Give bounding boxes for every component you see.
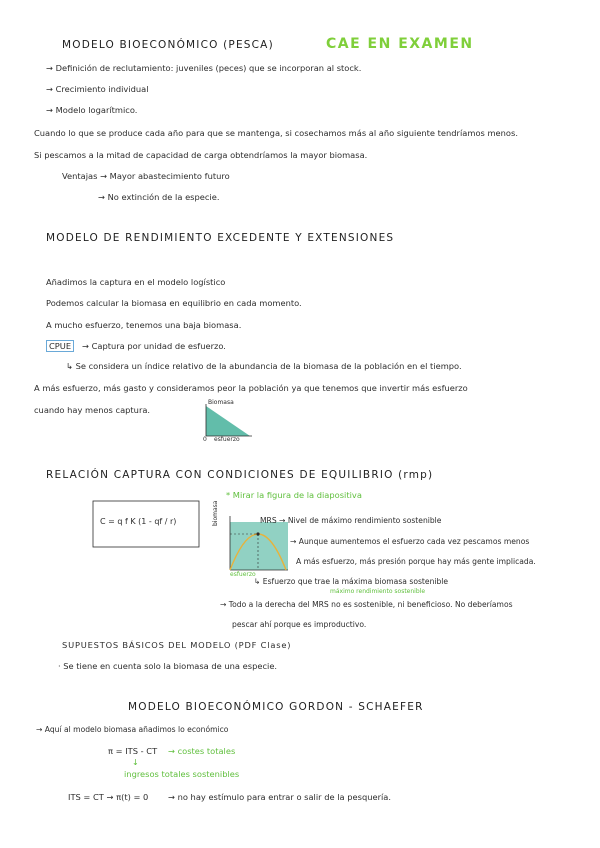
note-podemos: Podemos calcular la biomasa en equilibrio en cada momento. bbox=[46, 298, 302, 308]
note-cuando: Cuando lo que se produce cada año para que se mantenga, si cosechamos más al año siguiente tendríamos menos. bbox=[34, 128, 518, 138]
note-aqui: → Aquí al modelo biomasa añadimos lo económico bbox=[36, 725, 229, 734]
section-title-relacion-captura: RELACIÓN CAPTURA CON CONDICIONES DE EQUILIBRIO (rmp) bbox=[46, 469, 434, 481]
mini-chart-zero: 0 bbox=[203, 436, 207, 443]
mini-chart-x-label: esfuerzo bbox=[214, 436, 240, 443]
note-no-extincion: → No extinción de la especie. bbox=[98, 192, 220, 202]
note-anadimos: Añadimos la captura en el modelo logístico bbox=[46, 277, 226, 287]
note-mucho-esfuerzo: A mucho esfuerzo, tenemos una baja biomasa. bbox=[46, 320, 242, 330]
section-title-rendimiento: MODELO DE RENDIMIENTO EXCEDENTE Y EXTENSIONES bbox=[46, 232, 395, 244]
note-a-mas-esfuerzo: A más esfuerzo, más presión porque hay más gente implicada. bbox=[296, 557, 536, 566]
note-a-mas-1: A más esfuerzo, más gasto y consideramos peor la población ya que tenemos que invertir más esfuerzo bbox=[34, 383, 468, 393]
chart-y-axis-label: biomasa bbox=[212, 500, 219, 526]
note-se-tiene: · Se tiene en cuenta solo la biomasa de una especie. bbox=[58, 661, 278, 671]
note-si-pescamos: Si pescamos a la mitad de capacidad de carga obtendríamos la mayor biomasa. bbox=[34, 150, 368, 160]
note-ventajas: Ventajas → Mayor abastecimiento futuro bbox=[62, 171, 230, 181]
section-title-modelo-bioeconomico: MODELO BIOECONÓMICO (PESCA) bbox=[62, 39, 274, 51]
equation-its: ITS = CT → π(t) = 0 bbox=[68, 792, 149, 802]
note-no-hay-estimulo: → no hay estímulo para entrar o salir de la pesquería. bbox=[168, 792, 392, 802]
note-todo-derecha: → Todo a la derecha del MRS no es sostenible, ni beneficioso. No deberíamos bbox=[220, 600, 513, 609]
section-title-gordon-schaefer: MODELO BIOECONÓMICO GORDON - SCHAEFER bbox=[128, 701, 424, 713]
note-costes-totales: → costes totales bbox=[168, 746, 236, 756]
chart-x-axis-label: esfuerzo bbox=[230, 571, 256, 578]
note-maximo-rendimiento: máximo rendimiento sostenible bbox=[330, 588, 426, 595]
arrow-down: ↓ bbox=[132, 757, 139, 767]
note-cpue-def: → Captura por unidad de esfuerzo. bbox=[82, 341, 226, 351]
note-crecimiento: → Crecimiento individual bbox=[46, 84, 149, 94]
subtitle-supuestos: SUPUESTOS BÁSICOS DEL MODELO (PDF Clase) bbox=[62, 640, 292, 650]
note-se-considera: ↳ Se considera un índice relativo de la abundancia de la biomasa de la población en el tiempo. bbox=[66, 361, 462, 371]
note-mrs: MRS → Nivel de máximo rendimiento sostenible bbox=[260, 516, 442, 525]
note-a-mas-2: cuando hay menos captura. bbox=[34, 405, 151, 415]
note-ingresos-totales: ingresos totales sostenibles bbox=[124, 769, 240, 779]
note-esfuerzo-que: ↳ Esfuerzo que trae la máxima biomasa sostenible bbox=[254, 577, 449, 586]
exam-note: CAE EN EXAMEN bbox=[326, 36, 474, 52]
mini-chart-y-label: Biomasa bbox=[208, 399, 234, 406]
note-mirar-figura: * Mirar la figura de la diapositiva bbox=[226, 490, 362, 500]
note-reclutamiento: → Definición de reclutamiento: juveniles (peces) que se incorporan al stock. bbox=[46, 63, 362, 73]
note-modelo-log: → Modelo logarítmico. bbox=[46, 105, 138, 115]
note-pescar-ahi: pescar ahí porque es improductivo. bbox=[232, 620, 367, 629]
equation-pi: π = ITS - CT bbox=[108, 746, 158, 756]
cpue-label: CPUE bbox=[46, 340, 74, 352]
note-aunque: → Aunque aumentemos el esfuerzo cada vez pescamos menos bbox=[290, 537, 530, 546]
formula-text: C = q f K (1 - qf / r) bbox=[100, 517, 177, 526]
